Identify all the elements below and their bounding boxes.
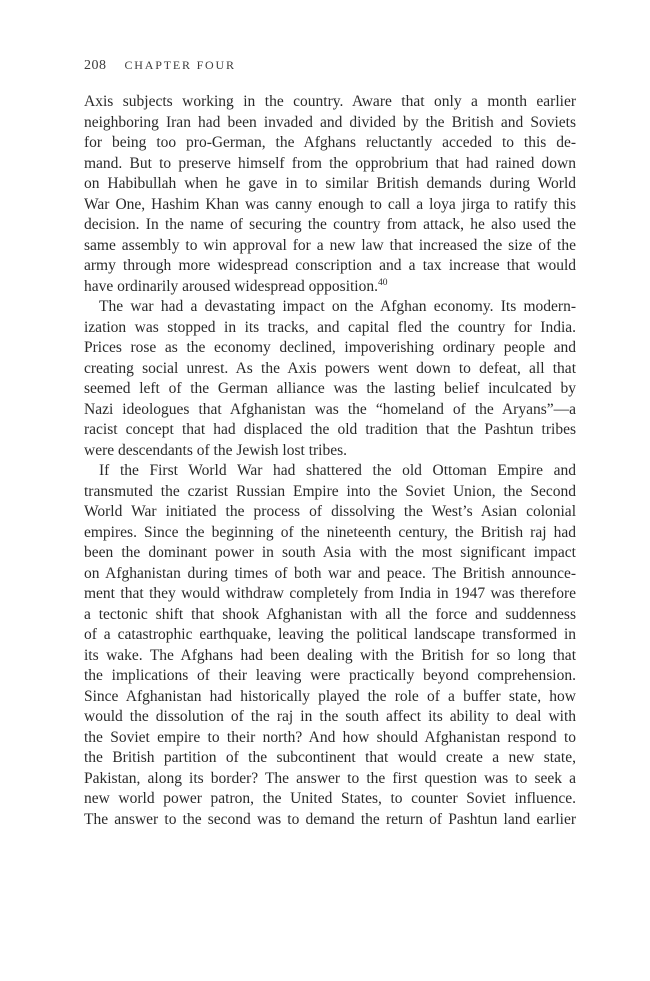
text-line: Nazi ideologues that Afghanistan was the “homeland of the Aryans”—a bbox=[84, 400, 576, 418]
text-line: would the dissolution of the raj in the south affect its ability to deal with bbox=[84, 708, 576, 725]
text-line: creating social unrest. As the Axis powers went down to defeat, all that bbox=[84, 359, 576, 377]
text-line: for being too pro-German, the Afghans reluctantly acceded to this de- bbox=[84, 134, 576, 151]
text-line: ment that they would withdraw completely from India in 1947 was therefore bbox=[84, 585, 576, 602]
text-line: of a catastrophic earthquake, leaving the political landscape transformed in bbox=[84, 626, 576, 643]
paragraph bbox=[84, 297, 576, 461]
paragraph bbox=[84, 92, 576, 297]
text-line: were descendants of the Jewish lost tribes. bbox=[84, 441, 348, 459]
text-line: seemed left of the German alliance was the lasting belief inculcated by bbox=[84, 380, 576, 397]
text-line: The answer to the second was to demand the return of Pashtun land earlier bbox=[84, 810, 576, 828]
chapter-title: CHAPTER FOUR bbox=[124, 58, 236, 72]
text-line: army through more widespread conscription and a tax increase that would bbox=[84, 257, 576, 274]
text-line: on Habibullah when he gave in to similar British demands during World bbox=[84, 175, 576, 192]
text-line: on Afghanistan during times of both war and peace. The British announce- bbox=[84, 564, 576, 582]
text-line: new world power patron, the United States, to counter Soviet influence. bbox=[84, 790, 576, 807]
text-line: World War initiated the process of dissolving the West’s Asian colonial bbox=[84, 503, 576, 520]
text-line: Pakistan, along its border? The answer to the first question was to seek a bbox=[84, 769, 576, 787]
text-line: ization was stopped in its tracks, and capital fled the country for India. bbox=[84, 318, 576, 336]
text-line: a tectonic shift that shook Afghanistan with all the force and suddenness bbox=[84, 605, 576, 623]
text-line: the Soviet empire to their north? And how should Afghanistan respond to bbox=[84, 728, 576, 746]
text-line: Prices rose as the economy declined, impoverishing ordinary people and bbox=[84, 339, 576, 356]
text-line: neighboring Iran had been invaded and divided by the British and Soviets bbox=[84, 113, 576, 131]
text-line: decision. In the name of securing the country from attack, he also used the bbox=[84, 216, 576, 233]
paragraph bbox=[84, 461, 576, 830]
text-line: been the dominant power in south Asia with the most significant impact bbox=[84, 544, 576, 561]
text-line: the implications of their leaving were practically beyond comprehension. bbox=[84, 667, 576, 684]
text-line: the British partition of the subcontinent that would create a new state, bbox=[84, 749, 576, 766]
text-line: have ordinarily aroused widespread opposition.$^{40}$ bbox=[84, 277, 388, 295]
text-line: racist concept that had displaced the old tradition that the Pashtun tribes bbox=[84, 421, 576, 438]
text-line: its wake. The Afghans had been dealing with the British for so long that bbox=[84, 646, 576, 664]
text-line: mand. But to preserve himself from the opprobrium that had rained down bbox=[84, 154, 576, 172]
text-line: empires. Since the beginning of the nineteenth century, the British raj had bbox=[84, 523, 576, 541]
text-line: transmuted the czarist Russian Empire into the Soviet Union, the Second bbox=[84, 482, 576, 500]
footnote-marker[interactable]: 40 bbox=[378, 277, 388, 288]
text-line: Since Afghanistan had historically played the role of a buffer state, how bbox=[84, 687, 576, 705]
text-line: Axis subjects working in the country. Aware that only a month earlier bbox=[84, 93, 576, 110]
page-number: 208 bbox=[84, 58, 107, 73]
text-line: If the First World War had shattered the old Ottoman Empire and bbox=[99, 462, 576, 479]
text-line: The war had a devastating impact on the Afghan economy. Its modern- bbox=[99, 298, 576, 315]
text-line: same assembly to win approval for a new law that increased the size of the bbox=[84, 236, 576, 254]
text-line: War One, Hashim Khan was canny enough to call a loya jirga to ratify this bbox=[84, 195, 576, 213]
body-text bbox=[84, 92, 576, 830]
running-header bbox=[84, 58, 236, 74]
